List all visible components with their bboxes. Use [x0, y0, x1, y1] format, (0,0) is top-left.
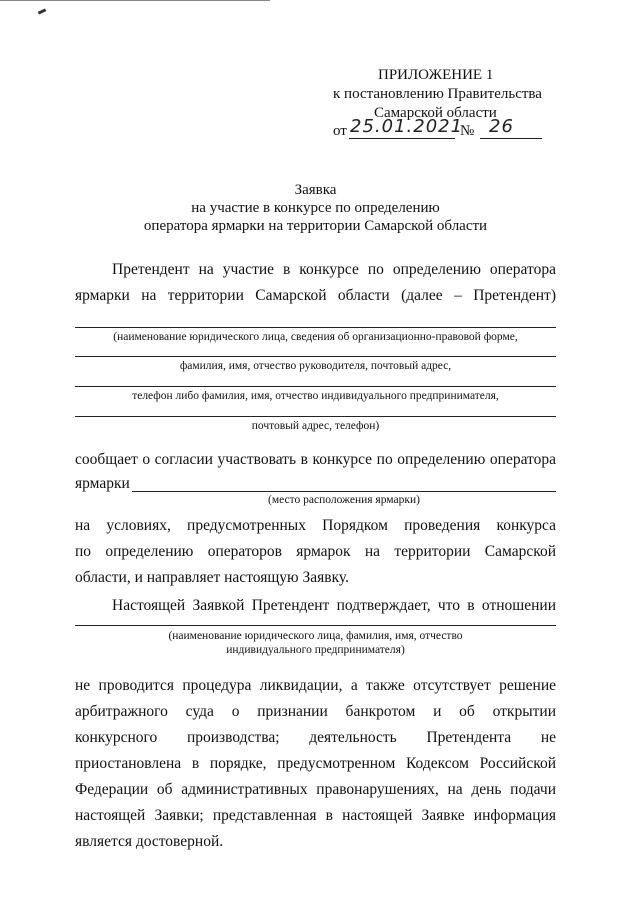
confirm-field-line[interactable] [75, 625, 556, 626]
final-line-4: приостановлена в порядке, предусмотренном Кодексом Российской [75, 755, 556, 772]
hint-org-name: (наименование юридического лица, сведения об организационно-правовой форме, [113, 331, 518, 343]
intro-line-2: ярмарки на территории Самарской области (далее – Претендент) [75, 287, 556, 304]
number-underline [480, 138, 542, 139]
conditions-line-1: на условиях, предусмотренных Порядком проведения конкурса [75, 517, 556, 534]
fair-location-field[interactable] [132, 491, 556, 492]
date-value: 25.01.2021 [350, 116, 464, 137]
doc-title: Заявка [294, 182, 337, 198]
appendix-title: ПРИЛОЖЕНИЕ 1 [378, 67, 494, 83]
applicant-field-line-4[interactable] [75, 416, 556, 417]
doc-title-line-3: оператора ярмарки на территории Самарской области [143, 218, 488, 234]
appendix-line-3: Самарской области [374, 105, 497, 121]
appendix-line-2: к постановлению Правительства [333, 86, 542, 102]
number-value: 26 [489, 116, 514, 137]
final-line-2: арбитражного суда о признании банкротом и об открытии [75, 703, 556, 720]
hint-confirm-1: (наименование юридического лица, фамилия, имя, отчество [168, 630, 463, 642]
applicant-field-line-1[interactable] [75, 327, 556, 328]
hint-fair-location: (место расположения ярмарки) [268, 494, 420, 506]
hint-address-phone: почтовый адрес, телефон) [251, 420, 380, 432]
date-underline [349, 138, 455, 139]
conditions-line-3: области, и направляет настоящую Заявку. [75, 569, 349, 586]
doc-title-line-2: на участие в конкурсе по определению [191, 200, 440, 216]
conditions-line-2: по определению операторов ярмарок на территории Самарской [75, 543, 556, 560]
consent-fair-label: ярмарки [75, 475, 130, 492]
final-line-1: не проводится процедура ликвидации, а также отсутствует решение [75, 677, 556, 694]
final-line-5: Федерации об административных правонарушениях, на день подачи [75, 781, 556, 798]
applicant-field-line-3[interactable] [75, 386, 556, 387]
hint-confirm-2: индивидуального предпринимателя) [226, 644, 405, 656]
hint-phone-entrepreneur: телефон либо фамилия, имя, отчество индивидуального предпринимателя, [132, 390, 499, 402]
confirm-line-1: Настоящей Заявкой Претендент подтверждает, что в отношении [112, 597, 556, 614]
number-sign: № [460, 123, 475, 139]
final-line-6: настоящей Заявки; представленная в настоящей Заявке информация [75, 807, 556, 824]
final-line-7: является достоверной. [75, 833, 224, 850]
hint-director: фамилия, имя, отчество руководителя, почтовый адрес, [179, 360, 452, 372]
scan-mark [38, 8, 47, 14]
consent-line-1: сообщает о согласии участвовать в конкурсе по определению оператора [75, 451, 556, 468]
date-prefix: от [333, 123, 347, 139]
applicant-field-line-2[interactable] [75, 356, 556, 357]
top-rule [0, 0, 270, 1]
intro-line-1: Претендент на участие в конкурсе по определению оператора [112, 261, 556, 278]
final-line-3: конкурсного производства; деятельность Претендента не [75, 729, 556, 746]
